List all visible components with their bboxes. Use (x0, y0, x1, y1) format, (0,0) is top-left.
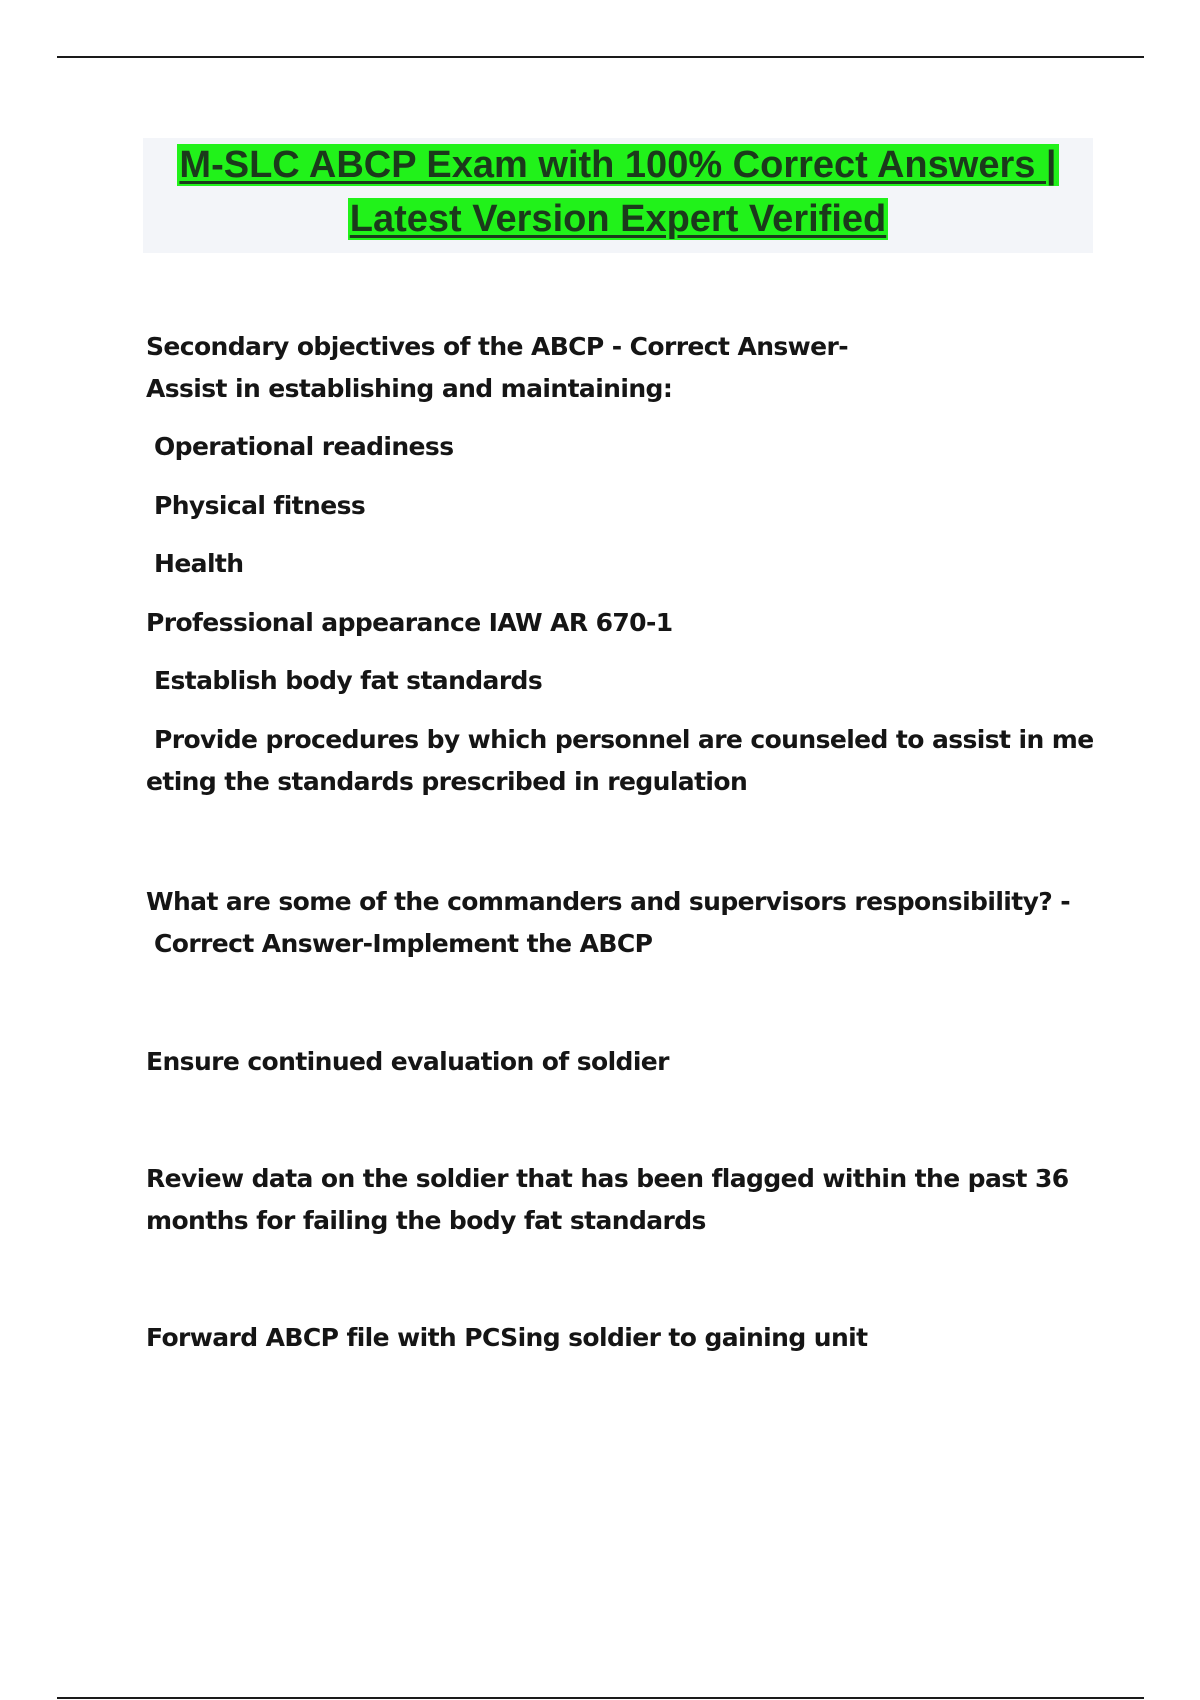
list-item-health: Health (154, 549, 244, 578)
list-item-provide-procedures-line-2: eting the standards prescribed in regulation (146, 767, 748, 796)
top-rule (57, 56, 1144, 58)
list-item-body-fat-standards: Establish body fat standards (154, 666, 543, 695)
title-line-2: Latest Version Expert Verified (349, 198, 887, 240)
question-2-line-1: What are some of the commanders and supervisors responsibility? - (146, 887, 1071, 916)
answer-ensure-evaluation: Ensure continued evaluation of soldier (146, 1047, 669, 1076)
document-title (143, 138, 1093, 253)
question-1-line-1: Secondary objectives of the ABCP - Correct Answer- (146, 332, 849, 361)
question-2-line-2: Correct Answer-Implement the ABCP (154, 929, 653, 958)
title-line-1: M-SLC ABCP Exam with 100% Correct Answers | (179, 144, 1057, 186)
answer-review-data-line-2: months for failing the body fat standards (146, 1206, 706, 1235)
list-item-physical-fitness: Physical fitness (154, 491, 366, 520)
list-item-professional-appearance: Professional appearance IAW AR 670-1 (146, 608, 673, 637)
question-1-line-2: Assist in establishing and maintaining: (146, 374, 673, 403)
list-item-provide-procedures-line-1: Provide procedures by which personnel are counseled to assist in me (154, 725, 1094, 754)
bottom-rule (57, 1697, 1144, 1699)
answer-review-data-line-1: Review data on the soldier that has been flagged within the past 36 (146, 1164, 1069, 1193)
list-item-operational-readiness: Operational readiness (154, 432, 454, 461)
answer-forward-file: Forward ABCP file with PCSing soldier to gaining unit (146, 1323, 868, 1352)
